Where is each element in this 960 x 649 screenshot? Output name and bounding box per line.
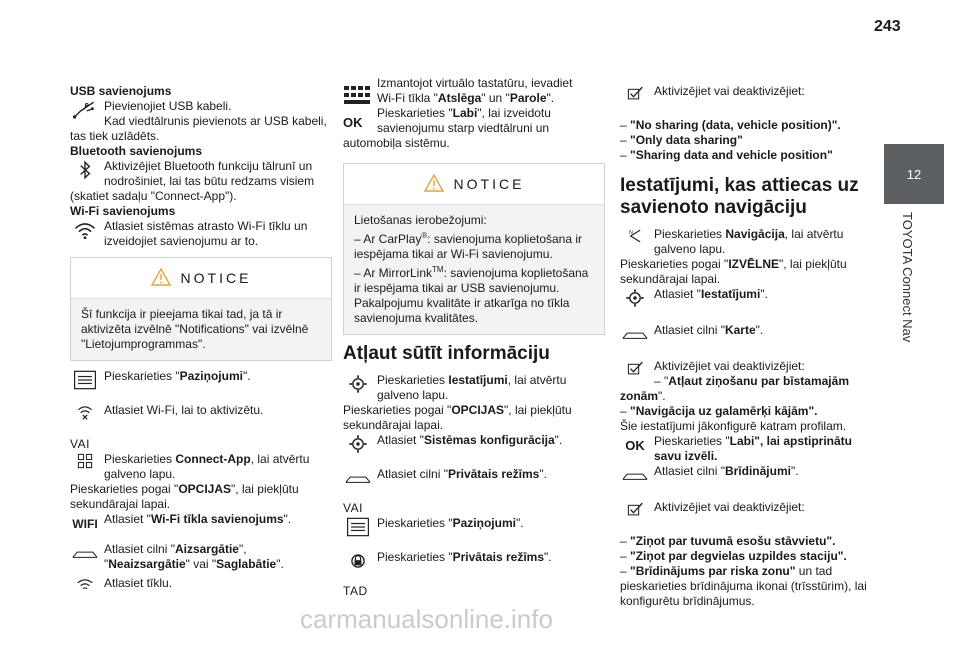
svg-text:WIFI: WIFI — [72, 517, 98, 532]
bluetooth-heading: Bluetooth savienojums — [70, 144, 203, 158]
notice-title: NOTICE — [180, 269, 252, 286]
tab-icon — [70, 542, 100, 566]
usb-heading: USB savienojums — [70, 84, 172, 98]
notice-box-2: NOTICE Lietošanas ierobežojumi: – Ar CarPlay®: savienojuma koplietošana ir iespējama tikai ar Wi-Fi savienojumu. – Ar MirrorLink™: savienojuma koplietošana ir iespējama tikai ar USB savienojumu. Pakalpojumu kvalitāte ir atkarīga no tīkla savienojuma kvalitātes. — [343, 163, 605, 335]
network-icon — [70, 576, 100, 600]
or-label: VAI — [343, 501, 363, 515]
warning-icon — [424, 174, 444, 195]
wifi-line-1: Atlasiet sistēmas atrasto Wi-Fi tīklu un — [104, 219, 308, 233]
system-config-icon — [343, 433, 373, 457]
wifi-network-icon — [70, 512, 100, 536]
notice-title: NOTICE — [453, 175, 525, 192]
chapter-title: TOYOTA Connect Nav — [900, 212, 915, 343]
tab-icon — [343, 467, 373, 491]
usb-line-2: Kad viedtālrunis pievienots ar USB kabeli, — [104, 114, 327, 128]
bluetooth-icon — [70, 159, 100, 183]
chapter-tab[interactable] — [884, 144, 944, 204]
wifi-off-icon — [70, 403, 100, 427]
tab-icon — [620, 323, 650, 347]
settings-icon — [620, 287, 650, 311]
then-label: TAD — [343, 584, 368, 598]
page-number: 243 — [874, 18, 901, 35]
ok-icon: OK — [625, 438, 645, 453]
column-1: USB savienojums Pievienojiet USB kabeli. Kad viedtālrunis pievienots ar USB kabeli, tas tiek uzlādēts. Bluetooth savienojums Aktivizējiet Bluetooth funkciju tālrunī un nodrošiniet, lai tas būtu redzams visiem (skatiet sadaļu "Connect-App"). Wi-Fi savienojums Atlasiet sistēmas atrasto Wi-Fi tīklu un izveidojiet savienojumu ar to. NOTICE Šī funkcija ir pieejama tikai tad, ja tā ir aktivizēta izvēlnē "Notifications" vai izvēlnē "Lietojumprogrammas". Pieskarieties "Paziņojumi". Atlasiet Wi-Fi, lai to aktivizētu. VAI Pieskarieties Connect-App, lai atvērtu galveno lapu. Pieskarieties pogai "OPCIJAS", lai piekļūtu sekundārajai lapai. WIFI Atlasiet "Wi-Fi tīkla savienojums". Atlasiet cilni "Aizsargātie", "Neaizsargātie" vai "Saglabātie". Atlasiet tīklu. — [70, 84, 332, 600]
bt-line-2: nodrošiniet, lai tas būtu redzams visiem — [104, 174, 315, 188]
connect-app-icon — [70, 452, 100, 476]
select-wifi-text: Atlasiet Wi-Fi, lai to aktivizētu. — [104, 403, 264, 417]
checkbox-icon — [620, 84, 650, 108]
keyboard-icon — [343, 76, 373, 136]
checkbox-icon — [620, 500, 650, 524]
tab-icon — [620, 464, 650, 488]
or-label: VAI — [70, 437, 90, 451]
notifications-label: Paziņojumi — [179, 369, 243, 383]
column-3: Aktivizējiet vai deaktivizējiet: – "No sharing (data, vehicle position)". – "Only data sharing" – "Sharing data and vehicle position" Iestatījumi, kas attiecas uz savienoto navigāciju N Pieskarieties Navigācija, lai atvērtu galveno lapu. Pieskarieties pogai "IZVĒLNE", lai piekļūtu sekundārajai lapai. Atlasiet "Iestatījumi". Atlasiet cilni "Karte". Aktivizējiet vai deaktivizējiet: – "Atļaut ziņošanu par bīstamajām zonām". – "Navigācija uz galamērķi kājām". Šie iestatījumi jākonfigurē katram profilam. OK Pieskarieties "Labi", lai apstiprinātu savu izvēli. Atlasiet cilni "Brīdinājumi". Aktivizējiet vai deaktivizējiet: – "Ziņot par tuvumā esošu stāvvietu". – "Ziņot par degvielas uzpildes staciju". – "Brīdinājums par riska zonu" un tad pieskarieties brīdinājuma ikonai (trīsstūrim), lai konfigurētu brīdinājumus. — [620, 84, 867, 608]
notifications-icon — [70, 369, 100, 393]
navigation-icon — [620, 227, 650, 251]
usb-icon — [70, 99, 100, 123]
notice-text: Šī funkcija ir pieejama tikai tad, ja tā ir aktivizēta izvēlnē "Notifications" vai izvēlnē "Lietojumprogrammas". — [81, 307, 309, 351]
svg-text:N: N — [629, 229, 633, 236]
ok-icon: OK — [343, 114, 363, 130]
wifi-icon — [70, 219, 100, 243]
chapter-number: 12 — [906, 166, 922, 182]
wifi-line-2: izveidojiet savienojumu ar to. — [104, 234, 259, 248]
bt-line-1: Aktivizējiet Bluetooth funkciju tālrunī un — [104, 159, 313, 173]
usb-line-1: Pievienojiet USB kabeli. — [104, 99, 232, 113]
watermark: carmanualsonline.info — [300, 604, 553, 634]
section-heading-share: Atļaut sūtīt informāciju — [343, 343, 550, 364]
usb-line-3: tas tiek uzlādēts. — [70, 129, 160, 143]
warning-icon — [151, 268, 171, 289]
wifi-heading: Wi-Fi savienojums — [70, 204, 176, 218]
select-network-text: Atlasiet tīklu. — [104, 576, 173, 590]
checkbox-icon — [620, 359, 650, 383]
privacy-icon — [343, 550, 373, 574]
notice-box-1 — [70, 257, 332, 361]
section-heading-nav: Iestatījumi, kas attiecas uz — [620, 175, 859, 196]
notifications-icon — [343, 516, 373, 540]
bt-line-3: (skatiet sadaļu "Connect-App"). — [70, 189, 237, 203]
settings-icon — [343, 373, 373, 397]
column-2: OK Izmantojot virtuālo tastatūru, ievadiet Wi-Fi tīkla "Atslēga" un "Parole". Pieskarieties "Labi", lai izveidotu savienojumu starp viedtālruni un automobiļa sistēmu. NOTICE Lietošanas ierobežojumi: – Ar CarPlay®: savienojuma koplietošana ir iespējama tikai ar Wi-Fi savienojumu. – Ar MirrorLink™: savienojuma koplietošana ir iespējama tikai ar USB savienojumu. Pakalpojumu kvalitāte ir atkarīga no tīkla savienojuma kvalitātes. Atļaut sūtīt informāciju Pieskarieties Iestatījumi, lai atvērtu galveno lapu. Pieskarieties pogai "OPCIJAS", lai piekļūtu sekundārajai lapai. Atlasiet "Sistēmas konfigurācija". Atlasiet cilni "Privātais režīms". VAI Pieskarieties "Paziņojumi". Pieskarieties "Privātais režīms". TAD — [343, 76, 605, 599]
